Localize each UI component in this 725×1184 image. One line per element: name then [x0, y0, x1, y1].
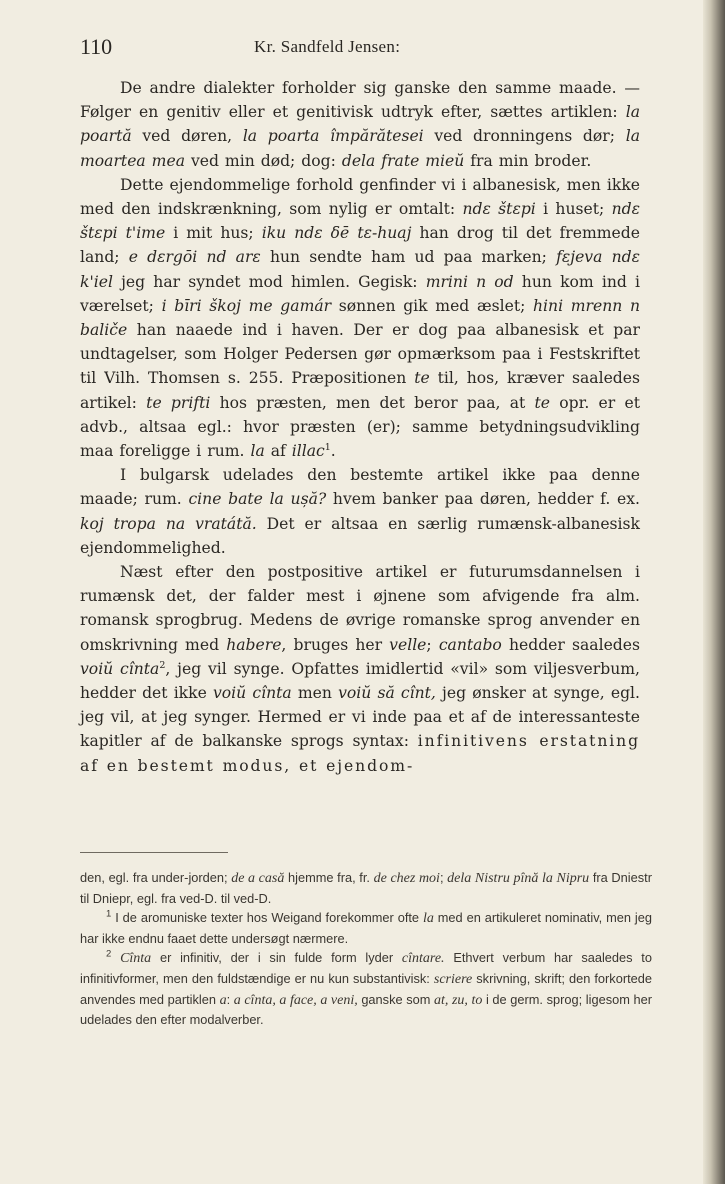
- text-run: I bulgarsk udelades den bestemte artikel ikke paa denne maade; rum.: [80, 466, 640, 509]
- text-run: opr. er et advb., altsaa egl.: hvor præsten (er); samme betydningsudvikling maa foreligge i rum.: [80, 393, 640, 461]
- text-run: den, egl. fra under-jorden;: [80, 870, 232, 885]
- paragraph-dialects: [80, 76, 640, 173]
- body-text: [80, 76, 640, 778]
- italic-example: e dεrgōi nd arε: [128, 248, 261, 267]
- text-run: [111, 950, 120, 965]
- italic-example: mrini n od: [425, 272, 514, 291]
- paragraph-future: [80, 560, 640, 778]
- text-run: han naaede ind i haven. Der er dog paa albanesisk et par undtagelser, som Holger Pedersen gør opmærksom paa i Festskriftet til Vilh. Thomsen s. 255. Præpositionen: [80, 321, 640, 388]
- italic-example: ndε štεpi: [462, 200, 536, 219]
- text-run: , bruges her: [281, 635, 390, 654]
- italic-example: fεjeva ndε k'iel: [80, 248, 640, 291]
- italic-example: cine bate la ușă?: [188, 490, 327, 509]
- footnote-continuation: [80, 868, 652, 908]
- italic-example: cîntare.: [401, 951, 445, 967]
- text-run: han drog til det fremmede land;: [80, 224, 640, 267]
- italic-example: koj tropa na vratátă.: [80, 514, 257, 533]
- italic-example: iku ndε δē tε-huaj: [261, 224, 412, 243]
- text-run: hun sendte ham ud paa marken;: [260, 248, 557, 267]
- italic-example: la poartă: [80, 103, 640, 146]
- text-run: Det er altsaa en særlig rumænsk-albanesisk ejendommelighed.: [80, 514, 640, 557]
- text-run: Dette ejendommelige forhold genfinder vi i albanesisk, men ikke med den indskrænkning, som nylig er omtalt:: [80, 175, 640, 219]
- text-run: Næst efter den postpositive artikel er futurumsdannelsen i rumænsk det, der falder mest i øjnene som afvigende fra alm. romansk sprogbrug. Medens de øvrige romanske sprog anvender en omskrivning med: [80, 563, 640, 654]
- text-run: med en artikuleret nominativ, men jeg har ikke endnu faaet dette undersøgt nærmere.: [80, 910, 652, 946]
- italic-example: a: [219, 992, 227, 1008]
- italic-example: i bīri škoj me gamár: [161, 296, 332, 315]
- spaced-emphasis: infinitivens erstatning af en bestemt modus,: [80, 732, 640, 775]
- italic-example: a cînta, a face, a veni,: [233, 992, 358, 1008]
- italic-example: de a casă: [231, 871, 285, 886]
- italic-example: voiŭ să cînt,: [338, 684, 436, 703]
- footnotes: [80, 868, 652, 1030]
- text-run: Ethvert verbum har saaledes to infinitivformer, men den fuldstændige er nu kun substantivisk:: [80, 950, 652, 986]
- text-run: ganske som: [357, 991, 434, 1007]
- italic-example: at, zu, to: [434, 992, 483, 1008]
- paragraph-bulgarian: [80, 463, 640, 560]
- footnote-ref-1: 1: [324, 441, 331, 453]
- italic-example: la poarta împărătesei: [242, 127, 424, 146]
- page-header: [80, 34, 660, 64]
- italic-example: ndε štεpi t'ime: [80, 200, 640, 243]
- italic-example: cantabo: [438, 635, 502, 654]
- italic-example: velle: [389, 635, 427, 654]
- italic-example: la: [422, 911, 434, 927]
- paragraph-albanian: [80, 173, 640, 463]
- text-run: ved dronningens dør;: [423, 127, 626, 146]
- text-run: ved døren,: [131, 127, 243, 146]
- text-run: i huset;: [535, 200, 612, 219]
- footnote-ref-2: 2: [159, 659, 166, 671]
- running-head: Kr. Sandfeld Jensen:: [254, 37, 401, 56]
- footnote-2: [80, 948, 652, 1029]
- text-run: hjemme fra, fr.: [284, 870, 374, 885]
- italic-example: hini mrenn n baliče: [80, 296, 641, 340]
- page-edge-shadow: [703, 0, 725, 1184]
- text-run: i mit hus;: [165, 224, 262, 243]
- italic-example: habere: [226, 635, 282, 654]
- italic-example: scriere: [433, 971, 473, 987]
- text-run: :: [226, 991, 234, 1007]
- footnote-marker: 1: [106, 908, 112, 920]
- text-run: af: [264, 442, 292, 461]
- footnote-divider: [80, 852, 228, 853]
- text-run: De andre dialekter forholder sig ganske den samme maade. — Følger en genitiv eller et genitivisk udtryk efter, sættes artiklen:: [80, 79, 640, 122]
- italic-example: voiŭ cînta: [212, 684, 292, 703]
- text-run: fra Dniestr til Dniepr, egl. fra ved-D. til ved-D.: [80, 870, 652, 906]
- italic-example: dela Nistru pînă la Nipru: [447, 871, 590, 886]
- text-run: sønnen gik med æslet;: [331, 296, 534, 315]
- italic-example: voiŭ cînta: [80, 659, 160, 678]
- text-run: er infinitiv, der i sin fulde form lyder: [151, 950, 402, 966]
- text-run: et ejendom-: [291, 756, 415, 775]
- italic-example: la: [250, 442, 265, 461]
- italic-example: la moartea mea: [80, 127, 640, 170]
- italic-example: Cînta: [120, 951, 152, 967]
- text-run: ;: [439, 870, 448, 885]
- footnote-1: [80, 908, 652, 948]
- text-run: jeg har syndet mod himlen. Gegisk:: [112, 272, 426, 291]
- italic-example: te prifti: [146, 393, 211, 412]
- text-run: ;: [426, 635, 439, 654]
- italic-example: de chez moi: [373, 871, 440, 886]
- text-run: i de germ. sprog; ligesom her udelades den efter modalverber.: [80, 991, 652, 1028]
- text-run: , jeg vil synge. Opfattes imidlertid «vil» som viljesverbum, hedder det ikke: [80, 659, 640, 703]
- footnote-marker: 2: [106, 949, 112, 961]
- page-number: 110: [80, 34, 113, 59]
- text-run: fra min broder.: [464, 151, 592, 170]
- text-run: hedder saaledes: [501, 635, 641, 654]
- text-run: hun kom ind i værelset;: [80, 272, 640, 315]
- italic-example: illac: [291, 442, 325, 461]
- italic-example: te: [414, 369, 430, 388]
- text-run: I de aromuniske texter hos Weigand forekommer ofte: [111, 910, 423, 926]
- italic-example: dela frate mieŭ: [341, 151, 465, 170]
- text-run: skrivning, skrift; den forkortede anvendes med partiklen: [80, 970, 652, 1007]
- text-run: til, hos, kræver saaledes artikel:: [80, 369, 641, 412]
- text-run: hos præsten, men det beror paa, at: [210, 393, 535, 412]
- text-run: jeg ønsker at synge, egl. jeg vil, at jeg synger. Hermed er vi inde paa et af de interessanteste kapitler af de balkanske sprogs syntax:: [80, 684, 640, 751]
- italic-example: te: [534, 393, 550, 412]
- text-run: men: [291, 684, 339, 703]
- text-run: ved min død; dog:: [185, 151, 342, 170]
- text-run: .: [330, 442, 336, 461]
- text-run: hvem banker paa døren, hedder f. ex.: [326, 490, 641, 509]
